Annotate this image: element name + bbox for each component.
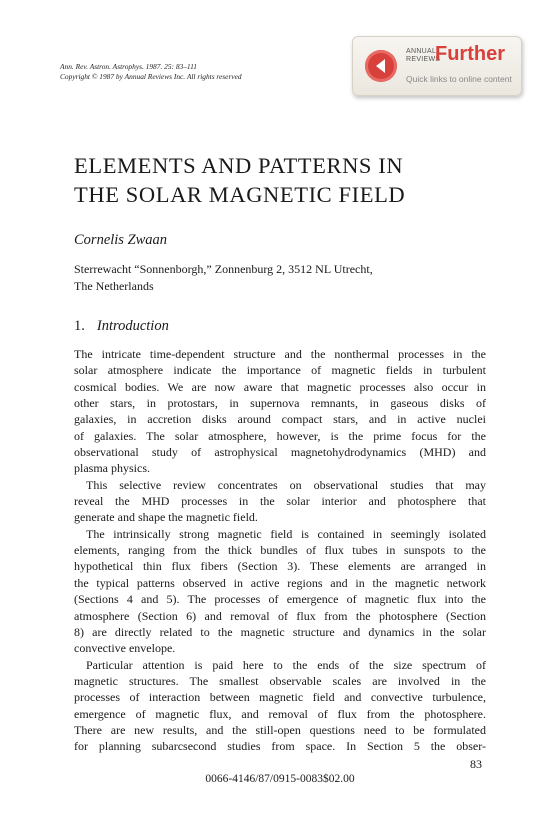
title-line-1: ELEMENTS AND PATTERNS IN bbox=[74, 153, 404, 178]
body-line: generate and shape the magnetic field. bbox=[74, 510, 258, 525]
body-line: This selective review concentrates on observational studies that may bbox=[86, 477, 486, 492]
body-line: Particular attention is paid here to the ends of the size spectrum of bbox=[86, 657, 486, 672]
body-line: (Sections 4 and 5). The processes of emergence of magnetic flux into the bbox=[74, 592, 486, 607]
body-line: solar atmosphere indicate the importance of magnetic fields in turbulent bbox=[74, 363, 486, 378]
body-line: cosmical bodies. We are now aware that magnetic processes also occur in bbox=[74, 379, 486, 394]
body-line: other stars, in protostars, in supernova remnants, in gaseous disks of bbox=[74, 396, 486, 411]
article-title bbox=[74, 151, 405, 209]
body-line: processes of interaction between magnetic field and convective turbulence, bbox=[74, 690, 486, 705]
footer-code: 0066-4146/87/0915-0083$02.00 bbox=[205, 773, 355, 785]
body-line: magnetic structures. The smallest observable scales are involved in the bbox=[74, 673, 486, 688]
badge-brand-small: ANNUAL REVIEWS bbox=[406, 48, 441, 63]
arrow-left-icon bbox=[365, 50, 397, 82]
body-line: galaxies, in accretion disks around compact stars, and in active nuclei bbox=[74, 412, 486, 427]
body-text bbox=[74, 346, 486, 755]
section-name: Introduction bbox=[96, 318, 169, 334]
affiliation-line-1: Sterrewacht “Sonnenborgh,” Zonnenburg 2, 3512 NL Utrecht, bbox=[74, 262, 373, 276]
body-line: for planning subarcsecond studies from space. In Section 5 the obser- bbox=[74, 739, 486, 754]
page-number: 83 bbox=[470, 757, 482, 771]
author-name: Cornelis Zwaan bbox=[74, 232, 168, 248]
body-line: plasma physics. bbox=[74, 461, 150, 476]
body-line: observational study of astrophysical magnetohydrodynamics (MHD) and bbox=[74, 445, 486, 460]
body-line: elements, ranging from the thick bundles of flux tubes in sunspots to the bbox=[74, 543, 486, 558]
author-affiliation bbox=[74, 261, 373, 295]
body-line: emergence of magnetic flux, and removal of flux from the photosphere. bbox=[74, 706, 486, 721]
journal-citation bbox=[60, 62, 242, 82]
body-line: 8) are directly related to the magnetic structure and dynamics in the solar bbox=[74, 624, 486, 639]
body-line: atmosphere (Section 6) and removal of flux from the photosphere (Section bbox=[74, 608, 486, 623]
badge-further-label: Further bbox=[435, 43, 505, 65]
citation-line-1: Ann. Rev. Astron. Astrophys. 1987. 25: 83–111 bbox=[60, 62, 197, 71]
affiliation-line-2: The Netherlands bbox=[74, 279, 154, 293]
badge-subtitle[interactable]: Quick links to online content bbox=[406, 74, 512, 84]
body-line: convective envelope. bbox=[74, 641, 176, 656]
annual-reviews-further-badge[interactable] bbox=[352, 36, 522, 96]
body-line: the typical patterns observed in active regions and in the magnetic network bbox=[74, 575, 486, 590]
body-line: The intricate time-dependent structure and the nonthermal processes in the bbox=[74, 347, 486, 361]
section-heading bbox=[74, 318, 169, 335]
title-line-2: THE SOLAR MAGNETIC FIELD bbox=[74, 182, 406, 207]
body-line: hypothetical thin flux fibers (Section 3). These elements are arranged in bbox=[74, 559, 486, 574]
section-number: 1. bbox=[74, 318, 85, 334]
body-line: The intrinsically strong magnetic field is contained in seemingly isolated bbox=[86, 526, 486, 541]
body-line: of galaxies. The solar atmosphere, however, is the prime focus for the bbox=[74, 428, 486, 443]
citation-line-2: Copyright © 1987 by Annual Reviews Inc. All rights reserved bbox=[60, 72, 242, 81]
body-line: reveal the MHD processes in the solar interior and photosphere that bbox=[74, 494, 486, 509]
body-line: There are new results, and the still-open questions need to be formulated bbox=[74, 722, 486, 737]
